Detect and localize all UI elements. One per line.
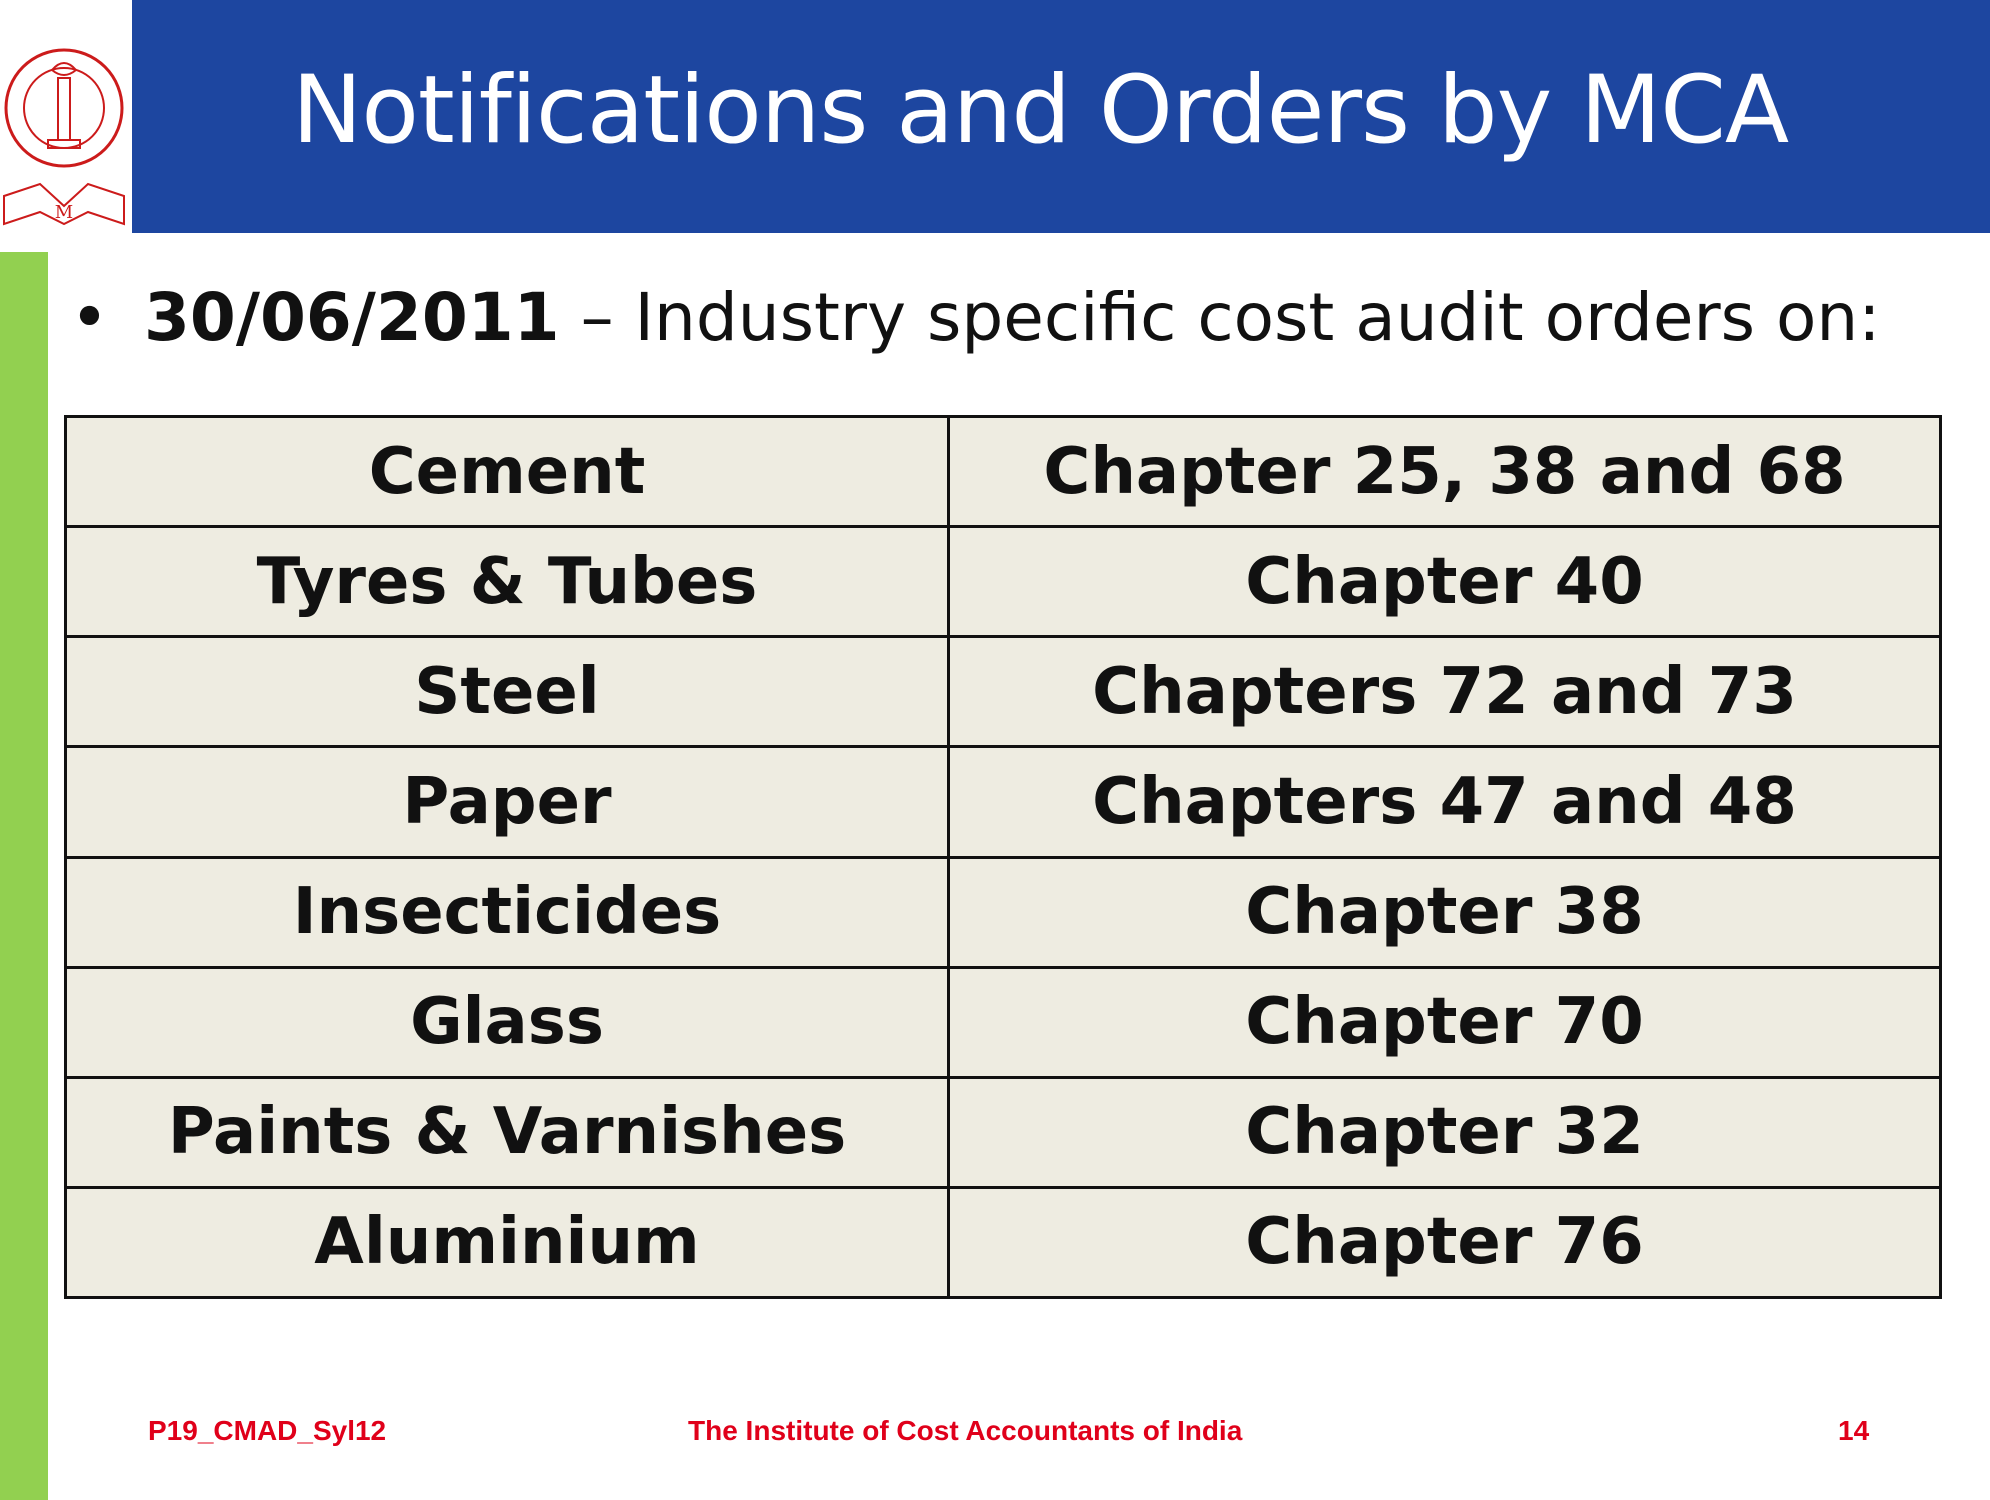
industry-cell: Glass bbox=[66, 967, 949, 1077]
bullet-date: 30/06/2011 bbox=[144, 279, 560, 356]
bullet-item bbox=[70, 278, 1880, 358]
chapters-cell: Chapter 32 bbox=[949, 1077, 1941, 1187]
industry-cell: Paper bbox=[66, 747, 949, 857]
table-row bbox=[66, 747, 1941, 857]
side-accent-bar bbox=[0, 252, 48, 1500]
table-row bbox=[66, 967, 1941, 1077]
svg-text:M: M bbox=[54, 202, 74, 223]
table-row bbox=[66, 527, 1941, 637]
industry-cell: Steel bbox=[66, 637, 949, 747]
footer-page-number: 14 bbox=[1838, 1415, 1870, 1446]
chapters-cell: Chapter 38 bbox=[949, 857, 1941, 967]
bullet-text: – Industry specific cost audit orders on: bbox=[559, 279, 1881, 356]
industry-cell: Cement bbox=[66, 417, 949, 527]
chapters-cell: Chapter 40 bbox=[949, 527, 1941, 637]
table-row bbox=[66, 1077, 1941, 1187]
title-banner bbox=[132, 0, 1990, 233]
industry-cell: Paints & Varnishes bbox=[66, 1077, 949, 1187]
chapters-cell: Chapter 25, 38 and 68 bbox=[949, 417, 1941, 527]
page-title: Notifications and Orders by MCA bbox=[292, 56, 1789, 165]
chapters-cell: Chapters 47 and 48 bbox=[949, 747, 1941, 857]
footer-course-code: P19_CMAD_Syl12 bbox=[148, 1415, 387, 1446]
chapters-cell: Chapters 72 and 73 bbox=[949, 637, 1941, 747]
table-row bbox=[66, 637, 1941, 747]
institute-logo bbox=[0, 0, 128, 232]
table-row bbox=[66, 1187, 1941, 1297]
table-row bbox=[66, 857, 1941, 967]
industry-cell: Insecticides bbox=[66, 857, 949, 967]
industry-cell: Tyres & Tubes bbox=[66, 527, 949, 637]
chapters-cell: Chapter 70 bbox=[949, 967, 1941, 1077]
table-row bbox=[66, 417, 1941, 527]
bullet-marker: • bbox=[70, 279, 109, 356]
cost-audit-orders-table bbox=[64, 415, 1942, 1299]
industry-cell: Aluminium bbox=[66, 1187, 949, 1297]
chapters-cell: Chapter 76 bbox=[949, 1187, 1941, 1297]
footer-institute-name: The Institute of Cost Accountants of India bbox=[688, 1415, 1243, 1446]
